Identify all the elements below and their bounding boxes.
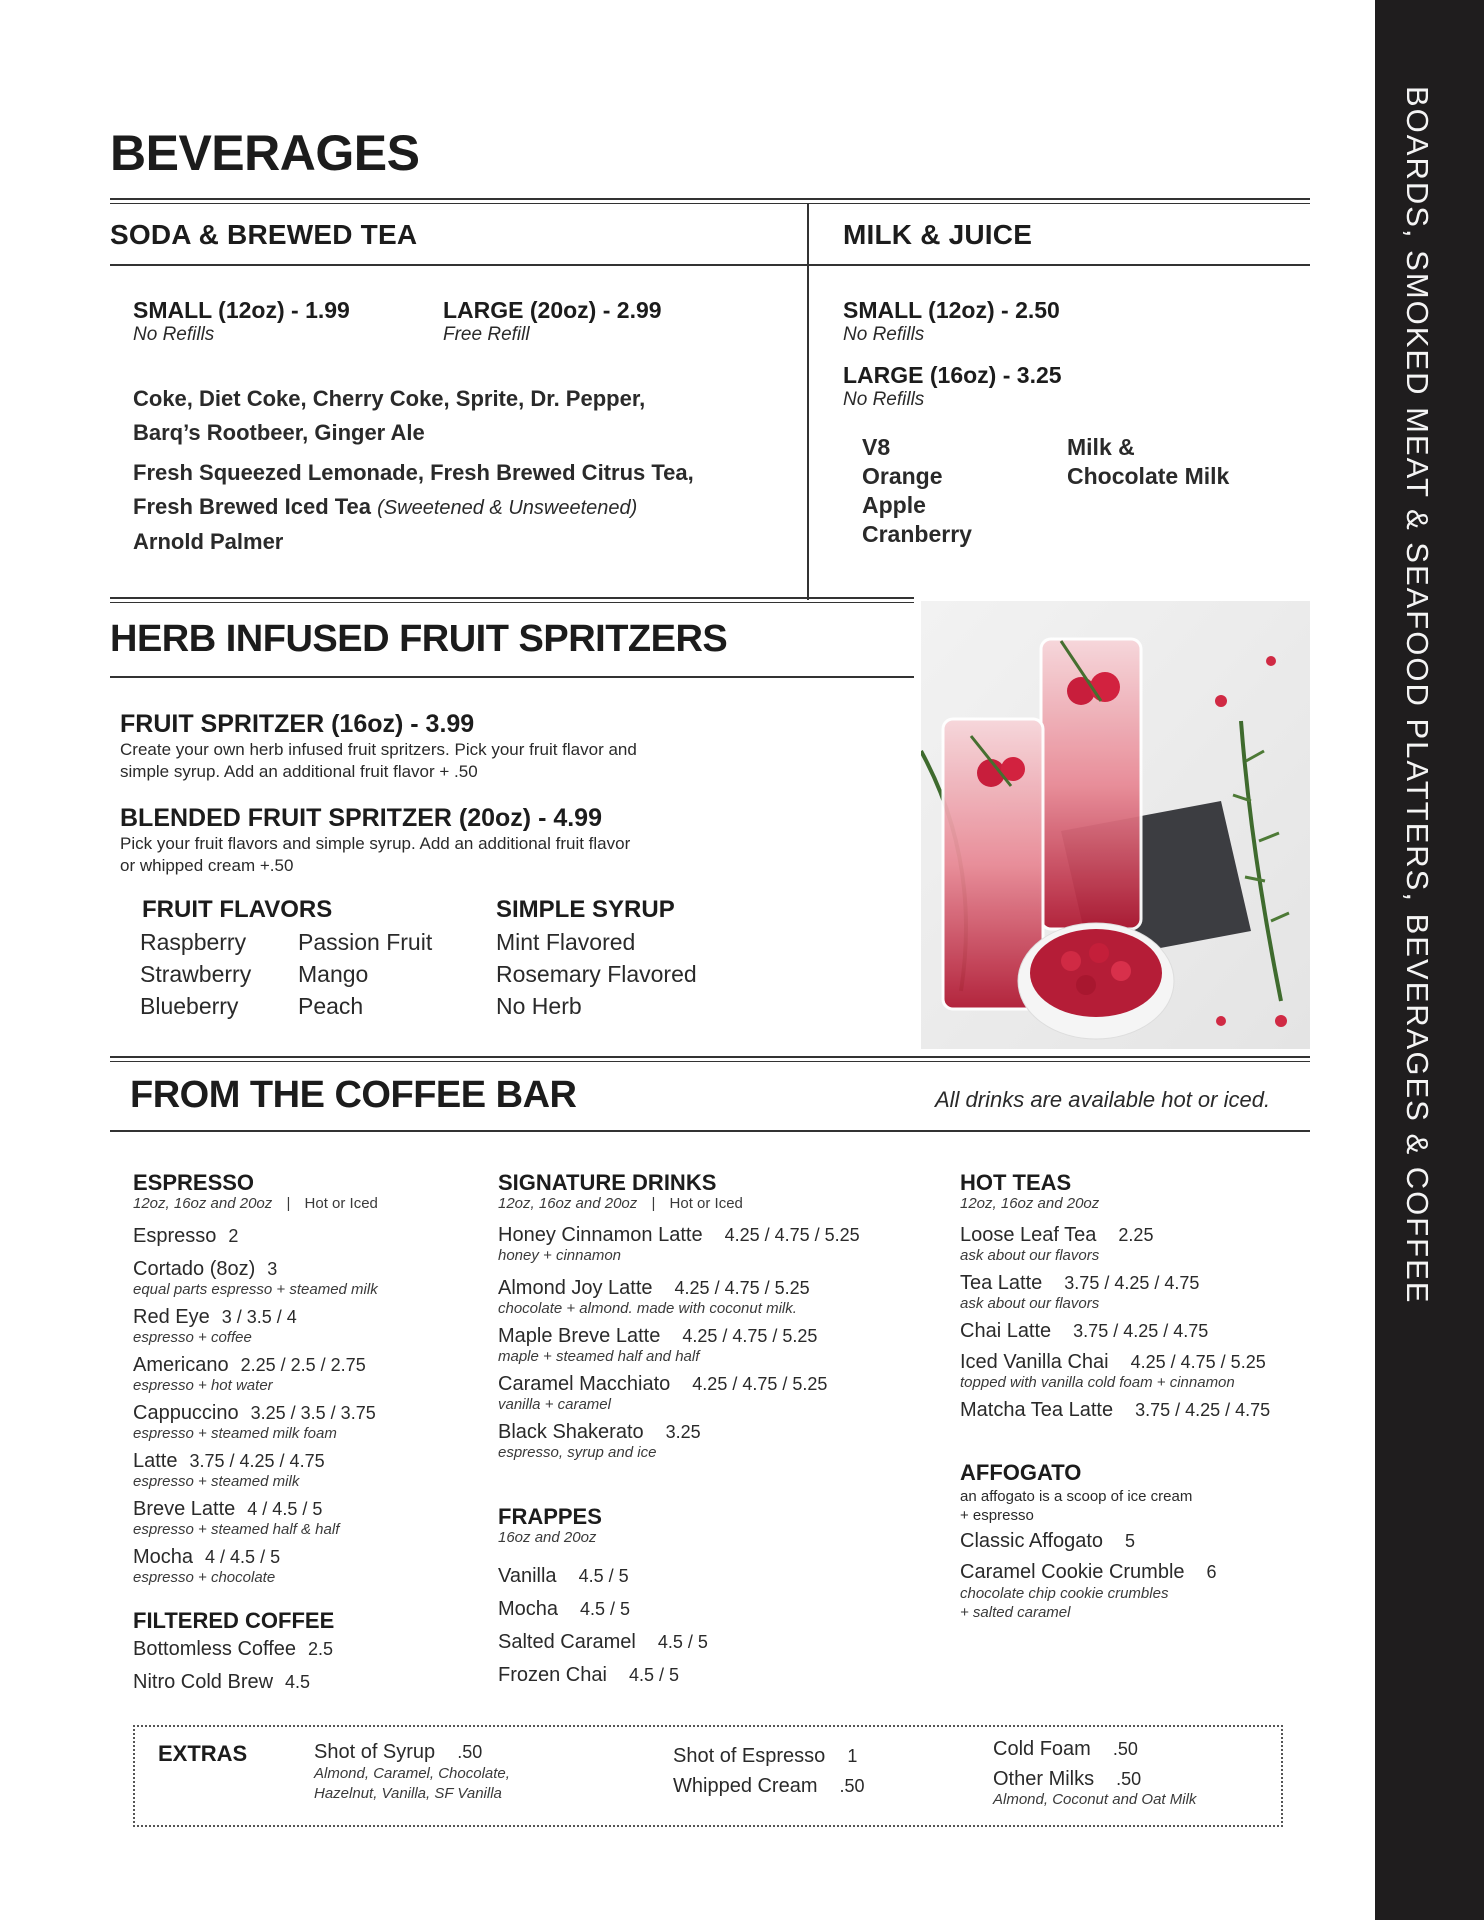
item-price: 4.25 / 4.75 / 5.25: [674, 1278, 810, 1298]
menu-item: [993, 1738, 1196, 1768]
item-price: .50: [457, 1742, 483, 1762]
menu-item: [960, 1530, 1217, 1561]
item-price: 3.25: [665, 1422, 701, 1442]
item-name: Cortado (8oz): [133, 1258, 256, 1280]
item-price: 4.25 / 4.75 / 5.25: [692, 1374, 828, 1394]
item-name: Red Eye: [133, 1306, 210, 1328]
item-name: Mocha: [498, 1598, 559, 1620]
item-name: Cappuccino: [133, 1402, 239, 1424]
affogato-desc: an affogato is a scoop of ice cream + espresso: [960, 1488, 1193, 1524]
item-price: 2.25: [1118, 1225, 1154, 1245]
divider: [110, 264, 1310, 266]
divider: [110, 602, 914, 603]
extras-espresso-cream: [673, 1741, 865, 1801]
item-price: 6: [1206, 1562, 1217, 1582]
simple-syrup-list: Mint Flavored Rosemary Flavored No Herb: [496, 929, 697, 1019]
coffee-note: All drinks are available hot or iced.: [935, 1087, 1271, 1112]
milk-title: MILK & JUICE: [843, 219, 1033, 250]
item-price: 3 / 3.5 / 4: [221, 1307, 297, 1327]
item-price: 4.25 / 4.75 / 5.25: [682, 1326, 818, 1346]
espresso-list: Espresso 2 Cortado (8oz) 3 equal parts espresso + steamed milk Red Eye 3 / 3.5 / 4 espresso + coffee Americano 2.25 / 2.5 / 2.75 espresso + hot water Cappuccino 3.25 / 3.5 / 3.75 espresso + steamed milk foam Latte 3.75 / 4.25 / 4.75 espresso + steamed milk Breve Latte 4 / 4.5 / 5 espresso + steamed half & half Mocha 4 / 4.5 / 5 espresso + chocolate: [133, 1225, 378, 1586]
item-price: 4 / 4.5 / 5: [247, 1499, 323, 1519]
menu-item: [133, 1546, 378, 1569]
item-name: Iced Vanilla Chai: [960, 1351, 1109, 1373]
menu-item: [673, 1741, 865, 1771]
menu-item: [133, 1638, 333, 1671]
sidebar-title: BOARDS, SMOKED MEAT & SEAFOOD PLATTERS, BEVERAGES & COFFEE: [1400, 86, 1435, 1305]
divider: [110, 1056, 1310, 1058]
menu-item: [498, 1659, 708, 1692]
menu-item: [133, 1498, 378, 1521]
item-name: Tea Latte: [960, 1272, 1043, 1294]
menu-item: [133, 1402, 378, 1425]
divider: [110, 676, 914, 678]
milk-list: Milk & Chocolate Milk: [1067, 434, 1230, 489]
item-price: 4.5 / 5: [578, 1566, 629, 1586]
signature-sizes: 12oz, 16oz and 20oz | Hot or Iced: [498, 1195, 743, 1212]
item-price: 4.5 / 5: [628, 1665, 679, 1685]
item-name: Vanilla: [498, 1565, 557, 1587]
menu-item: [960, 1224, 1270, 1247]
item-price: 3.75 / 4.25 / 4.75: [1135, 1400, 1271, 1420]
item-name: Caramel Macchiato: [498, 1373, 671, 1395]
menu-item: [498, 1626, 708, 1659]
item-price: 4.25 / 4.75 / 5.25: [724, 1225, 860, 1245]
menu-item: [673, 1771, 865, 1801]
menu-item: [498, 1373, 860, 1396]
soda-title: SODA & BREWED TEA: [110, 219, 418, 250]
menu-item: [960, 1399, 1270, 1422]
menu-item: [133, 1306, 378, 1329]
teas-list: Loose Leaf Tea 2.25 ask about our flavors Tea Latte 3.75 / 4.25 / 4.75 ask about our flavors Chai Latte 3.75 / 4.25 / 4.75 Iced Vanilla Chai 4.25 / 4.75 / 5.25 topped with vanilla cold foam + cinnamon Matcha Tea Latte 3.75 / 4.25 / 4.75: [960, 1224, 1271, 1421]
item-name: Frozen Chai: [498, 1664, 607, 1686]
item-name: Salted Caramel: [498, 1631, 636, 1653]
soda-large: LARGE (20oz) - 2.99 Free Refill: [443, 297, 662, 345]
item-price: 1: [847, 1746, 858, 1766]
signature-title: SIGNATURE DRINKS: [498, 1170, 717, 1195]
teas-title: HOT TEAS: [960, 1170, 1072, 1195]
blended-spritzer: BLENDED FRUIT SPRITZER (20oz) - 4.99 Pick your fruit flavors and simple syrup. Add an additional fruit flavor or whipped cream +.50: [120, 804, 631, 875]
menu-item: [314, 1741, 510, 1764]
milk-small: SMALL (12oz) - 2.50 No Refills: [843, 297, 1060, 345]
menu-item: [498, 1224, 860, 1247]
menu-item: [133, 1225, 378, 1258]
coffee-title: FROM THE COFFEE BAR: [130, 1074, 577, 1116]
signature-list: Honey Cinnamon Latte 4.25 / 4.75 / 5.25 honey + cinnamon Almond Joy Latte 4.25 / 4.75 / 5.25 chocolate + almond. made with coconut milk. Maple Breve Latte 4.25 / 4.75 / 5.25 maple + steamed half and half Caramel Macchiato 4.25 / 4.75 / 5.25 vanilla + caramel Black Shakerato 3.25 espresso, syrup and ice: [498, 1224, 860, 1461]
item-name: Americano: [133, 1354, 229, 1376]
menu-item: [133, 1450, 378, 1473]
menu-item: [960, 1320, 1270, 1351]
espresso-title: ESPRESSO: [133, 1170, 255, 1195]
menu-item: [498, 1421, 860, 1444]
menu-item: [993, 1768, 1196, 1791]
item-price: 3.75 / 4.25 / 4.75: [189, 1451, 325, 1471]
simple-syrup-title: SIMPLE SYRUP: [496, 896, 675, 923]
item-price: 2: [228, 1226, 239, 1246]
item-price: 3.75 / 4.25 / 4.75: [1073, 1321, 1209, 1341]
divider-vertical: [807, 203, 809, 600]
item-name: Nitro Cold Brew: [133, 1671, 274, 1693]
fruit-flavors-title: FRUIT FLAVORS: [142, 896, 333, 923]
divider: [110, 198, 1310, 200]
frappes-title: FRAPPES: [498, 1504, 602, 1529]
menu-item: [960, 1561, 1217, 1584]
affogato-list: Classic Affogato 5 Caramel Cookie Crumble 6 chocolate chip cookie crumbles + salted caramel: [960, 1530, 1217, 1621]
filtered-list: [133, 1638, 333, 1694]
divider: [110, 1061, 1310, 1062]
menu-item: [133, 1354, 378, 1377]
item-price: 2.5: [308, 1639, 334, 1659]
item-name: Honey Cinnamon Latte: [498, 1224, 703, 1246]
item-price: 4.25 / 4.75 / 5.25: [1130, 1352, 1266, 1372]
fruit-spritzer: FRUIT SPRITZER (16oz) - 3.99 Create your own herb infused fruit spritzers. Pick your fruit flavor and simple syrup. Add an additional fruit flavor + .50: [120, 710, 637, 781]
extras-title: EXTRAS: [158, 1741, 248, 1766]
item-price: 4.5: [285, 1672, 311, 1692]
item-name: Almond Joy Latte: [498, 1277, 653, 1299]
item-name: Maple Breve Latte: [498, 1325, 661, 1347]
item-price: 5: [1125, 1531, 1136, 1551]
item-name: Other Milks: [993, 1768, 1095, 1790]
item-price: 3.25 / 3.5 / 3.75: [250, 1403, 376, 1423]
item-name: Mocha: [133, 1546, 194, 1568]
item-name: Shot of Syrup: [314, 1741, 436, 1763]
soda-list: Coke, Diet Coke, Cherry Coke, Sprite, Dr. Pepper, Barq’s Rootbeer, Ginger Ale Fresh Squeezed Lemonade, Fresh Brewed Citrus Tea, Fresh Brewed Iced Tea (Sweetened & Unsweetened) Arnold Palmer: [133, 386, 694, 554]
frappes-sizes: 16oz and 20oz: [498, 1529, 597, 1546]
item-price: 3.75 / 4.25 / 4.75: [1064, 1273, 1200, 1293]
item-name: Latte: [133, 1450, 178, 1472]
extras-syrup: Shot of Syrup .50 Almond, Caramel, Chocolate, Hazelnut, Vanilla, SF Vanilla: [314, 1741, 510, 1802]
menu-item: [498, 1560, 708, 1593]
teas-sizes: 12oz, 16oz and 20oz: [960, 1195, 1100, 1212]
item-name: Black Shakerato: [498, 1421, 644, 1443]
menu-item: [133, 1258, 378, 1281]
item-name: Cold Foam: [993, 1738, 1091, 1760]
soda-small: SMALL (12oz) - 1.99 No Refills: [133, 297, 350, 345]
item-name: Espresso: [133, 1225, 217, 1247]
sidebar: [1375, 0, 1484, 1920]
item-name: Matcha Tea Latte: [960, 1399, 1114, 1421]
menu-item: [498, 1325, 860, 1348]
menu-item: [960, 1272, 1270, 1295]
item-name: Bottomless Coffee: [133, 1638, 297, 1660]
item-name: Classic Affogato: [960, 1530, 1104, 1552]
item-name: Chai Latte: [960, 1320, 1052, 1342]
page-title: BEVERAGES: [110, 125, 420, 181]
item-price: 3: [267, 1259, 278, 1279]
affogato-title: AFFOGATO: [960, 1460, 1082, 1485]
divider: [110, 203, 1310, 204]
menu-item: [960, 1351, 1270, 1374]
item-name: Loose Leaf Tea: [960, 1224, 1097, 1246]
item-price: 2.25 / 2.5 / 2.75: [240, 1355, 366, 1375]
divider: [110, 1130, 1310, 1132]
item-price: .50: [1112, 1739, 1138, 1759]
item-name: Breve Latte: [133, 1498, 236, 1520]
spritzers-title: HERB INFUSED FRUIT SPRITZERS: [110, 618, 728, 660]
item-name: Whipped Cream: [673, 1775, 818, 1797]
menu-item: [133, 1671, 333, 1694]
filtered-title: FILTERED COFFEE: [133, 1608, 335, 1633]
item-price: 4 / 4.5 / 5: [205, 1547, 281, 1567]
divider: [110, 597, 914, 599]
item-price: 4.5 / 5: [657, 1632, 708, 1652]
menu-item: [498, 1277, 860, 1300]
espresso-sizes: 12oz, 16oz and 20oz | Hot or Iced: [133, 1195, 378, 1212]
fruit-flavors-col2: Passion Fruit Mango Peach: [298, 929, 433, 1019]
extras-foam-milks: Cold Foam .50 Other Milks .50 Almond, Coconut and Oat Milk: [993, 1738, 1197, 1808]
juice-list: V8 Orange Apple Cranberry: [862, 434, 972, 547]
item-name: Caramel Cookie Crumble: [960, 1561, 1185, 1583]
frappes-list: [498, 1560, 708, 1692]
item-price: 4.5 / 5: [580, 1599, 631, 1619]
milk-large: LARGE (16oz) - 3.25 No Refills: [843, 362, 1062, 410]
fruit-flavors-col1: Raspberry Strawberry Blueberry: [140, 929, 252, 1019]
item-price: .50: [839, 1776, 865, 1796]
menu-item: [498, 1593, 708, 1626]
item-name: Shot of Espresso: [673, 1745, 826, 1767]
spritzer-photo: [921, 601, 1310, 1049]
item-price: .50: [1116, 1769, 1142, 1789]
